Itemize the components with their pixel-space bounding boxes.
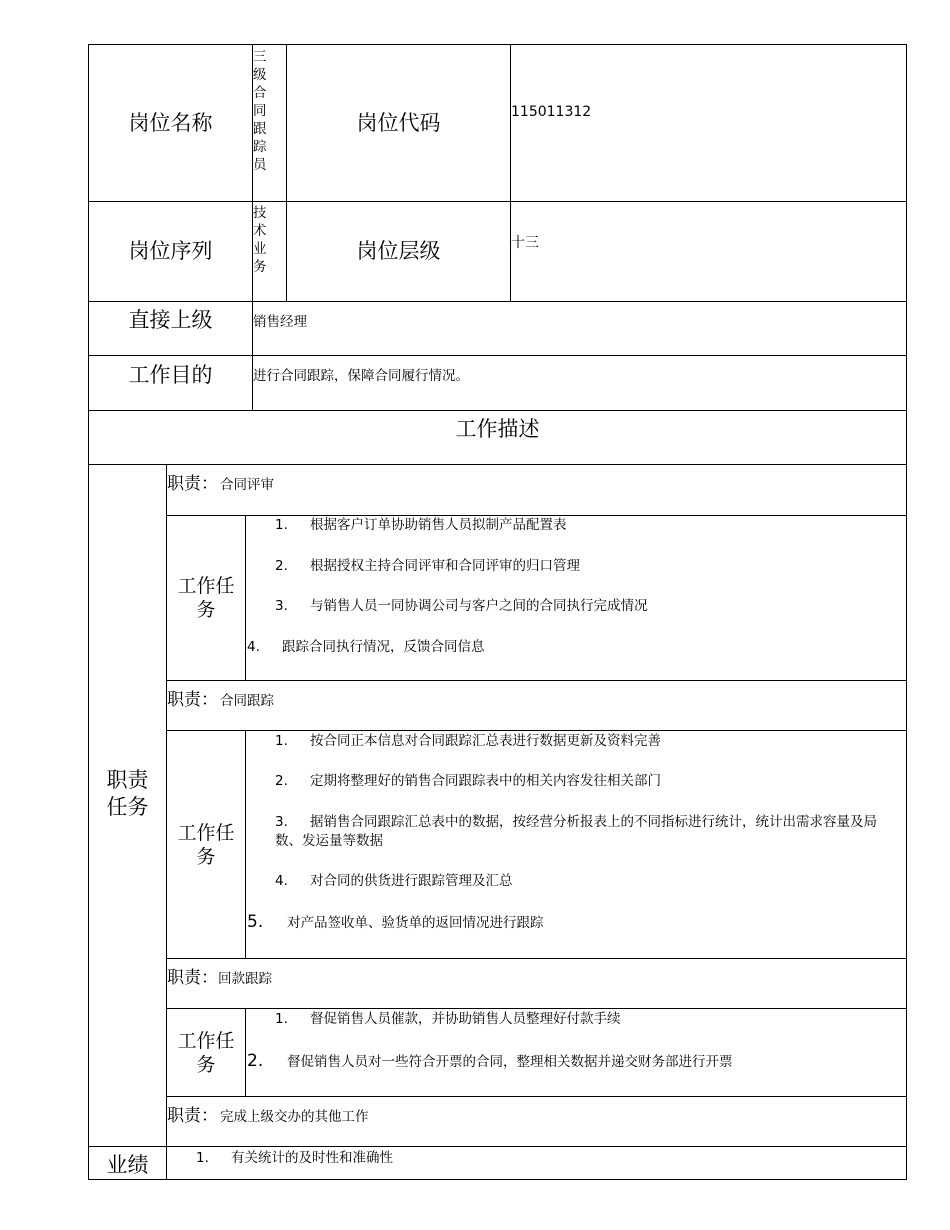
task-item: 1. 按合同正本信息对合同跟踪汇总表进行数据更新及资料完善 [275,733,661,749]
duty-prefix: 职责： [167,968,218,988]
purpose-value: 进行合同跟踪，保障合同履行情况。 [253,368,469,384]
position-series-value: 技术业务 [253,205,267,275]
task-item: 4. 对合同的供货进行跟踪管理及汇总 [275,873,513,889]
position-name-value: 三级合同跟踪员 [253,49,267,173]
task-item: 4. 跟踪合同执行情况，反馈合同信息 [247,639,485,655]
position-level-label: 岗位层级 [356,239,441,264]
task-item: 3. 据销售合同跟踪汇总表中的数据，按经营分析报表上的不同指标进行统计，统计出需求容量及局数、发运量等数据 [275,814,877,849]
task-item: 2. 根据授权主持合同评审和合同评审的归口管理 [275,558,580,574]
duty-name: 合同评审 [220,477,274,493]
task-item: 3. 与销售人员一同协调公司与客户之间的合同执行完成情况 [275,598,648,614]
duty-prefix: 职责： [167,1106,218,1126]
purpose-label: 工作目的 [128,363,213,387]
position-series-label: 岗位序列 [128,239,213,264]
position-level-value: 十三 [511,235,539,251]
duties-label: 职责任务 [106,768,149,819]
position-code-label: 岗位代码 [356,110,441,135]
position-name-label: 岗位名称 [128,110,213,135]
duty-prefix: 职责： [167,474,218,494]
task-item: 2. 定期将整理好的销售合同跟踪表中的相关内容发往相关部门 [275,773,661,789]
task-label: 工作任务 [177,1029,235,1076]
duty-row [167,685,274,710]
task-item: 2. 督促销售人员对一些符合开票的合同，整理相关数据并递交财务部进行开票 [247,1051,733,1071]
duty-row [167,469,274,494]
duty-name: 合同跟踪 [220,693,274,709]
duty-row [167,963,272,988]
task-item: 5. 对产品签收单、验货单的返回情况进行跟踪 [247,912,544,932]
task-item: 1. 根据客户订单协助销售人员拟制产品配置表 [275,517,567,533]
performance-label: 业绩 [106,1153,149,1177]
duty-row [167,1101,369,1126]
task-label: 工作任务 [177,575,235,621]
supervisor-label: 直接上级 [128,308,213,332]
supervisor-value: 销售经理 [253,314,307,330]
duty-prefix: 职责： [167,690,218,710]
description-title: 工作描述 [455,417,540,441]
position-code-value: 115011312 [511,104,592,120]
task-item: 1. 督促销售人员催款，并协助销售人员整理好付款手续 [275,1011,621,1027]
duty-name: 完成上级交办的其他工作 [220,1109,369,1125]
duty-name: 回款跟踪 [218,971,272,987]
performance-item: 1. 有关统计的及时性和准确性 [196,1150,393,1166]
task-label: 工作任务 [177,821,235,868]
